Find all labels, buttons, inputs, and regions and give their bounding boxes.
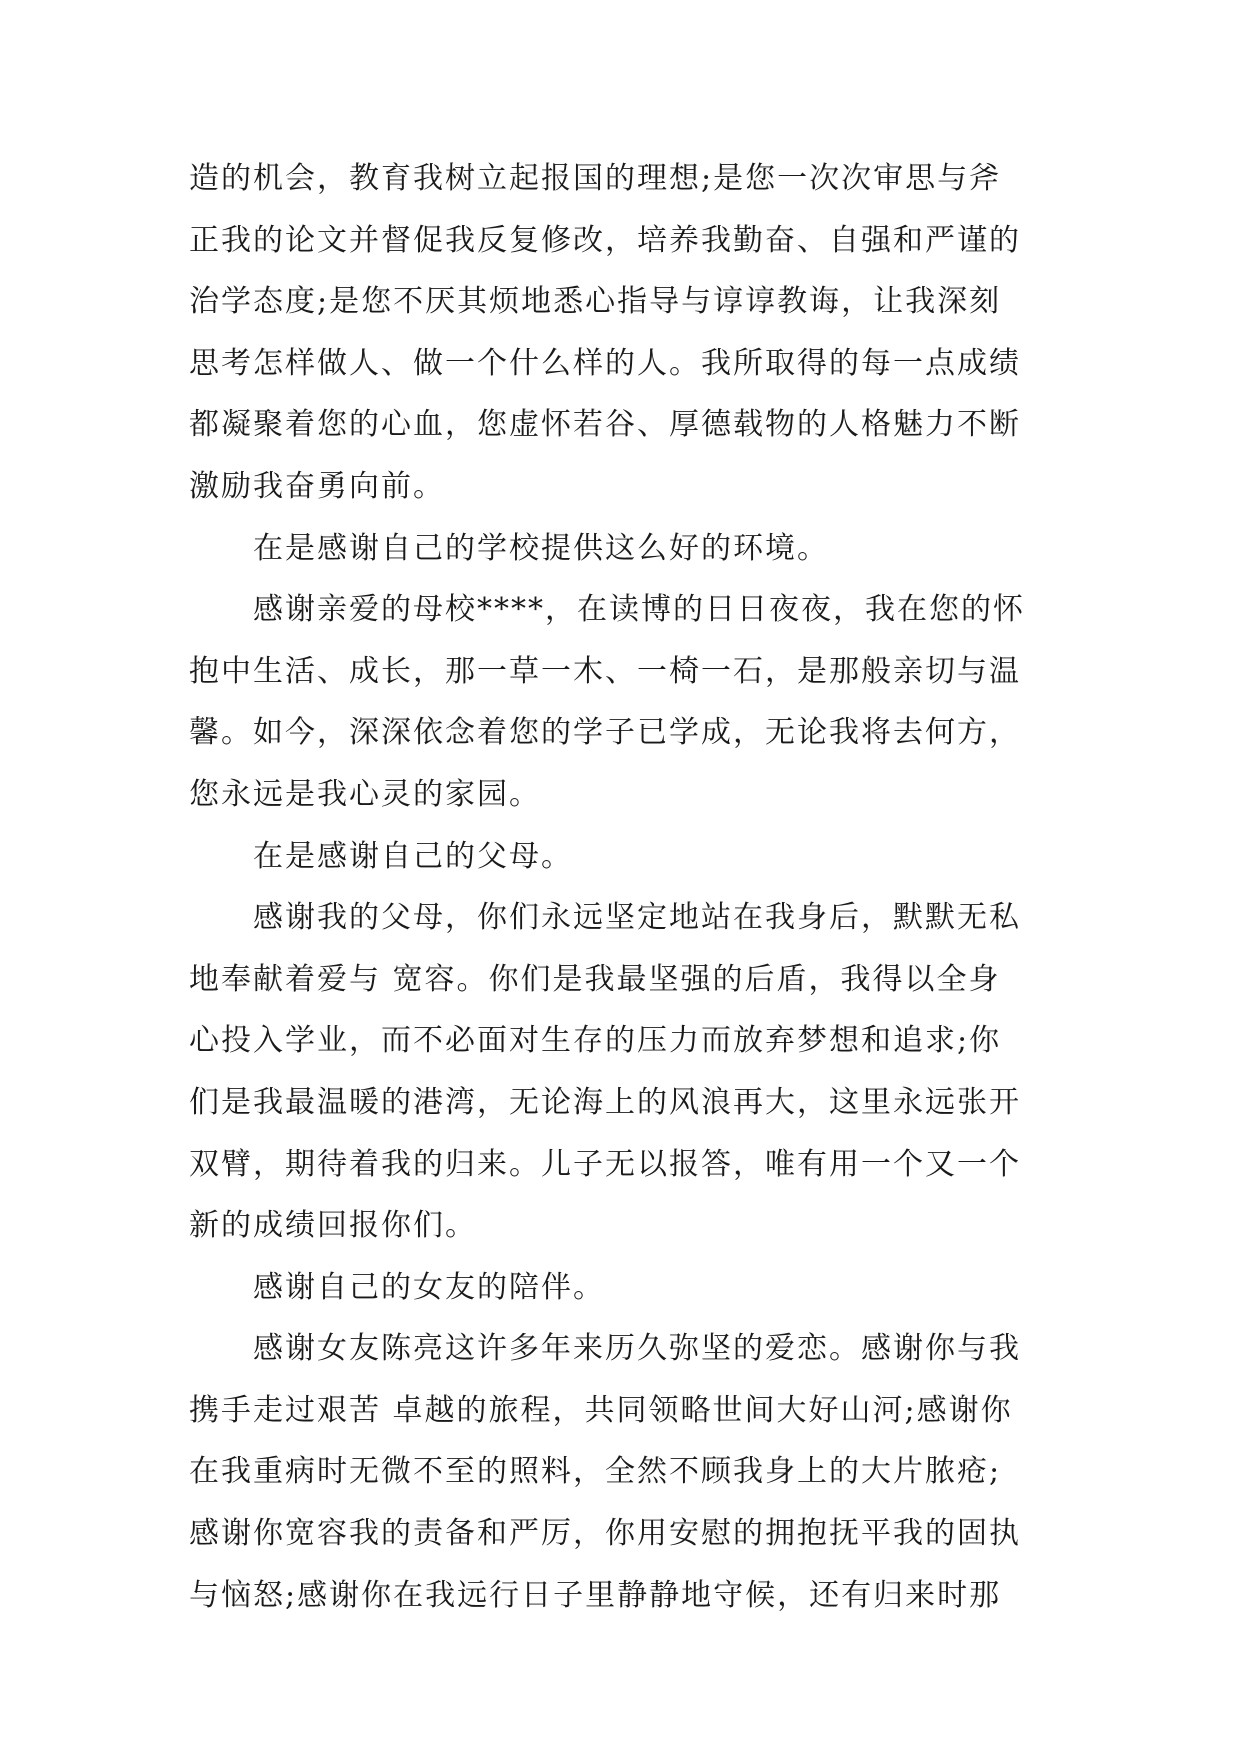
text-line: 都凝聚着您的心血，您虚怀若谷、厚德载物的人格魅力不断 xyxy=(189,407,1021,443)
paragraph-heading: 在是感谢自己的学校提供这么好的环境。 xyxy=(253,530,829,566)
text-line: 携手走过艰苦 卓越的旅程，共同领略世间大好山河;感谢你 xyxy=(189,1392,1013,1428)
text-line: 感谢亲爱的母校****，在读博的日日夜夜，我在您的怀 xyxy=(253,592,1025,628)
text-line: 激励我奋勇向前。 xyxy=(189,468,445,504)
paragraph-heading: 感谢自己的女友的陪伴。 xyxy=(253,1269,605,1305)
paragraph-heading: 在是感谢自己的父母。 xyxy=(253,838,573,874)
text-line: 们是我最温暖的港湾，无论海上的风浪再大，这里永远张开 xyxy=(189,1084,1021,1120)
text-line: 感谢你宽容我的责备和严厉，你用安慰的拥抱抚平我的固执 xyxy=(189,1516,1021,1552)
text-line: 思考怎样做人、做一个什么样的人。我所取得的每一点成绩 xyxy=(189,345,1021,381)
text-line: 在我重病时无微不至的照料，全然不顾我身上的大片脓疮; xyxy=(189,1454,1002,1490)
body-text xyxy=(189,148,1059,1626)
text-line: 抱中生活、成长，那一草一木、一椅一石，是那般亲切与温 xyxy=(189,653,1021,689)
text-line: 治学态度;是您不厌其烦地悉心指导与谆谆教诲，让我深刻 xyxy=(189,284,1002,320)
text-line: 造的机会，教育我树立起报国的理想;是您一次次审思与斧 xyxy=(189,161,1002,196)
text-line: 感谢女友陈亮这许多年来历久弥坚的爱恋。感谢你与我 xyxy=(253,1331,1021,1367)
text-line: 正我的论文并督促我反复修改，培养我勤奋、自强和严谨的 xyxy=(189,222,1021,258)
text-line: 地奉献着爱与 宽容。你们是我最坚强的后盾，我得以全身 xyxy=(189,961,1001,997)
text-line: 与恼怒;感谢你在我远行日子里静静地守候，还有归来时那 xyxy=(189,1577,1002,1613)
text-line: 馨。如今，深深依念着您的学子已学成，无论我将去何方， xyxy=(189,715,1021,751)
text-line: 您永远是我心灵的家园。 xyxy=(189,776,541,812)
text-line: 感谢我的父母，你们永远坚定地站在我身后，默默无私 xyxy=(253,900,1021,936)
text-line: 新的成绩回报你们。 xyxy=(189,1208,477,1244)
text-line: 双臂，期待着我的归来。儿子无以报答，唯有用一个又一个 xyxy=(189,1146,1021,1182)
text-line: 心投入学业，而不必面对生存的压力而放弃梦想和追求;你 xyxy=(189,1023,1002,1059)
